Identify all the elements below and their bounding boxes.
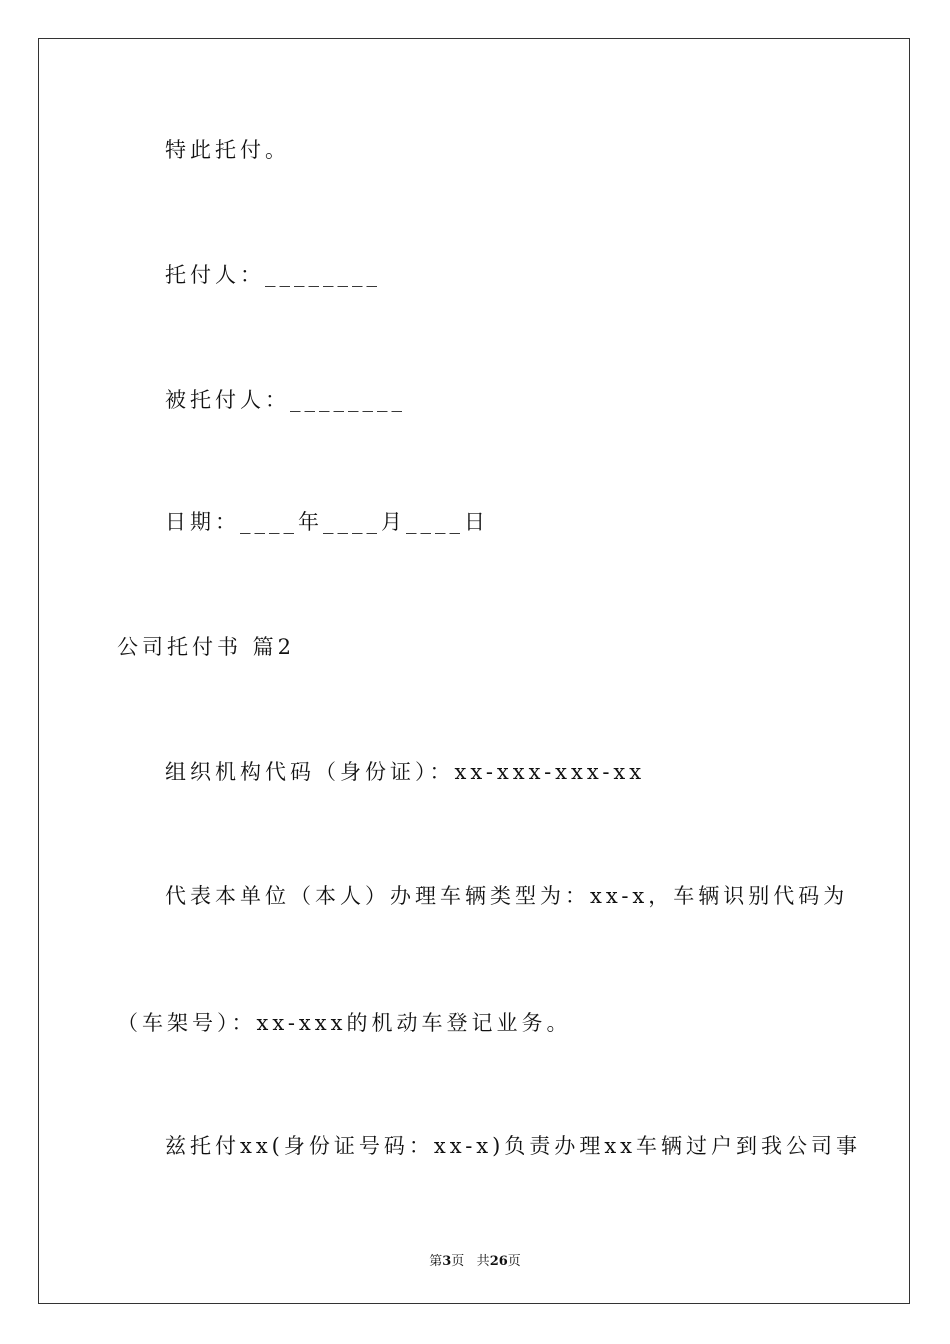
vehicle-type-line: 代表本单位（本人）办理车辆类型为：xx-x，车辆识别代码为: [165, 884, 849, 908]
footer-total-pages: 26: [489, 1254, 508, 1269]
footer-page-number: 3: [442, 1254, 452, 1269]
footer-prefix: 第: [429, 1254, 443, 1269]
footer-total-prefix: 共: [476, 1254, 490, 1269]
footer-total-unit: 页: [507, 1254, 521, 1269]
agent-field: 被托付人：________: [165, 388, 406, 412]
closing-statement: 特此托付。: [165, 138, 290, 162]
vin-line: （车架号）：xx-xxx的机动车登记业务。: [117, 1011, 572, 1035]
section-heading: 公司托付书 篇2: [117, 635, 296, 659]
date-field: 日期：____年____月____日: [165, 510, 489, 534]
org-code-line: 组织机构代码（身份证）：xx-xxx-xxx-xx: [165, 760, 646, 784]
footer-page-unit: 页: [451, 1254, 465, 1269]
page-border: [38, 38, 910, 1304]
page-footer: [0, 1250, 950, 1269]
principal-field: 托付人：________: [165, 263, 381, 287]
authorization-line: 兹托付xx(身份证号码：xx-x)负责办理xx车辆过户到我公司事: [165, 1134, 862, 1158]
